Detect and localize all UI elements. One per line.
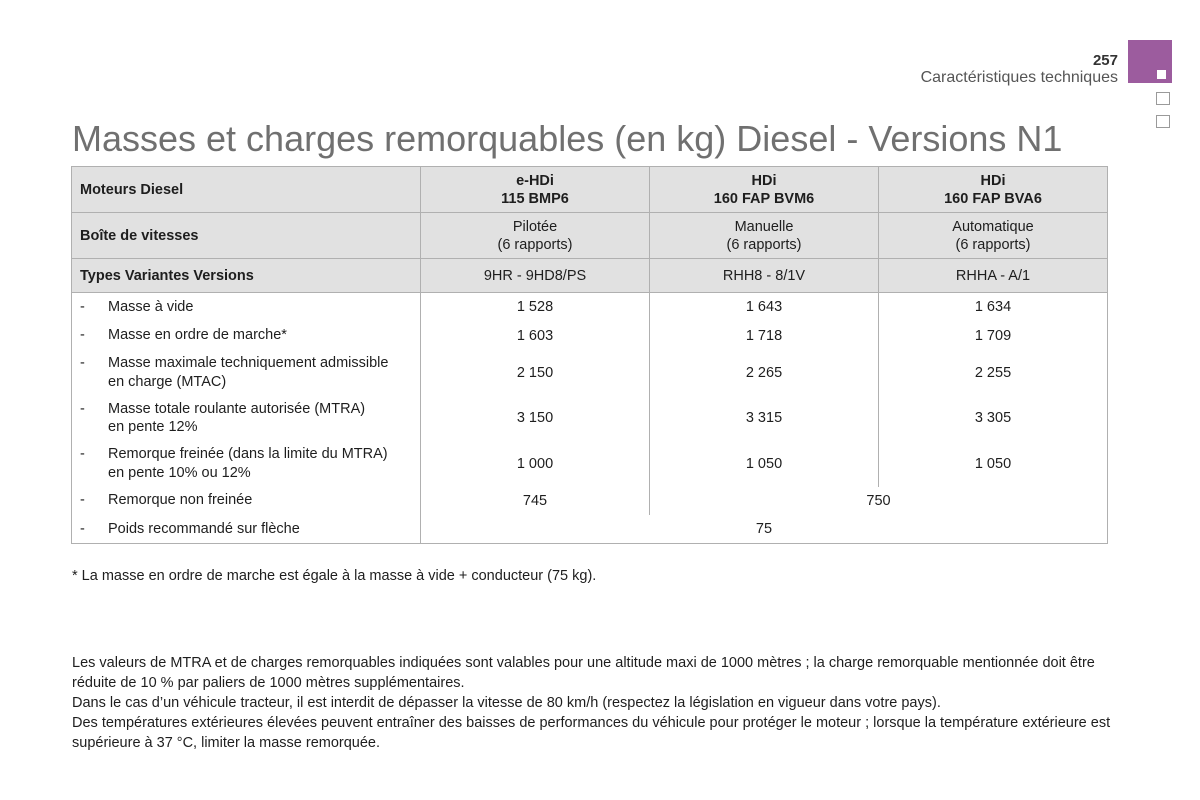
- gearbox-cell: Pilotée (6 rapports): [421, 213, 650, 259]
- table-cell: 1 050: [650, 441, 879, 487]
- row-label: - Masse totale roulante autorisée (MTRA) en pente 12%: [72, 396, 421, 441]
- table-cell: 1 643: [650, 293, 879, 322]
- engine-cell: HDi 160 FAP BVM6: [650, 167, 879, 213]
- tab-dot: [1157, 70, 1166, 79]
- table-row: [72, 515, 1108, 544]
- engine-cell: HDi 160 FAP BVA6: [879, 167, 1108, 213]
- note-paragraph: Dans le cas d’un véhicule tracteur, il est interdit de dépasser la vitesse de 80 km/h (respectez la législation en vigueur dans votre pays).: [72, 695, 941, 711]
- row-label: - Masse maximale techniquement admissible en charge (MTAC): [72, 350, 421, 396]
- table-cell: 2 265: [650, 350, 879, 396]
- footnote: * La masse en ordre de marche est égale à la masse à vide + conducteur (75 kg).: [72, 568, 597, 584]
- table-cell: 1 634: [879, 293, 1108, 322]
- row-label: - Remorque freinée (dans la limite du MTRA) en pente 10% ou 12%: [72, 441, 421, 487]
- table-cell: 1 000: [421, 441, 650, 487]
- engine-label: Moteurs Diesel: [72, 167, 421, 213]
- table-cell: 3 315: [650, 396, 879, 441]
- engine-cell: e-HDi 115 BMP6: [421, 167, 650, 213]
- notes-block: [72, 653, 1112, 753]
- table-cell: 1 528: [421, 293, 650, 322]
- table-cell: 745: [421, 487, 650, 515]
- table-cell: 1 718: [650, 322, 879, 350]
- table-cell: 2 255: [879, 350, 1108, 396]
- row-label: - Masse à vide: [72, 293, 421, 322]
- chapter-tab-box: [1156, 115, 1170, 128]
- types-cell: RHHA - A/1: [879, 259, 1108, 293]
- section-title: Caractéristiques techniques: [920, 69, 1118, 86]
- gearbox-label: Boîte de vitesses: [72, 213, 421, 259]
- table-cell: 1 709: [879, 322, 1108, 350]
- chapter-tab-box: [1156, 92, 1170, 105]
- table-cell: 1 050: [879, 441, 1108, 487]
- gearbox-row: [72, 213, 1108, 259]
- page-number: 257: [1092, 52, 1118, 69]
- table-cell: 2 150: [421, 350, 650, 396]
- types-row: [72, 259, 1108, 293]
- row-label: - Remorque non freinée: [72, 487, 421, 515]
- table-row: [72, 396, 1108, 441]
- row-label: - Masse en ordre de marche*: [72, 322, 421, 350]
- table-row: [72, 487, 1108, 515]
- table-cell: 1 603: [421, 322, 650, 350]
- table-row: [72, 293, 1108, 322]
- gearbox-cell: Manuelle (6 rapports): [650, 213, 879, 259]
- types-cell: RHH8 - 8/1V: [650, 259, 879, 293]
- page-title: Masses et charges remorquables (en kg) Diesel - Versions N1: [72, 118, 1063, 159]
- table-cell: 3 305: [879, 396, 1108, 441]
- table-cell: 75: [421, 515, 1108, 544]
- types-label: Types Variantes Versions: [72, 259, 421, 293]
- table-row: [72, 350, 1108, 396]
- table-cell: 3 150: [421, 396, 650, 441]
- gearbox-cell: Automatique (6 rapports): [879, 213, 1108, 259]
- row-label: - Poids recommandé sur flèche: [72, 515, 421, 544]
- types-cell: 9HR - 9HD8/PS: [421, 259, 650, 293]
- note-paragraph: Les valeurs de MTRA et de charges remorquables indiquées sont valables pour une altitude maxi de 1000 mètres ; la charge remorquable mentionnée doit être réduite de 10 % par paliers de 1000 mètres supplémentaires.: [72, 655, 1095, 691]
- table-row: [72, 441, 1108, 487]
- chapter-tab-marker: [1128, 40, 1172, 83]
- table-cell: 750: [650, 487, 1108, 515]
- table-row: [72, 322, 1108, 350]
- engine-row: [72, 167, 1108, 213]
- note-paragraph: Des températures extérieures élevées peuvent entraîner des baisses de performances du véhicule pour protéger le moteur ; lorsque la température extérieure est supérieure à 37 °C, limiter la masse remorquée.: [72, 715, 1111, 751]
- mass-table: [71, 166, 1108, 544]
